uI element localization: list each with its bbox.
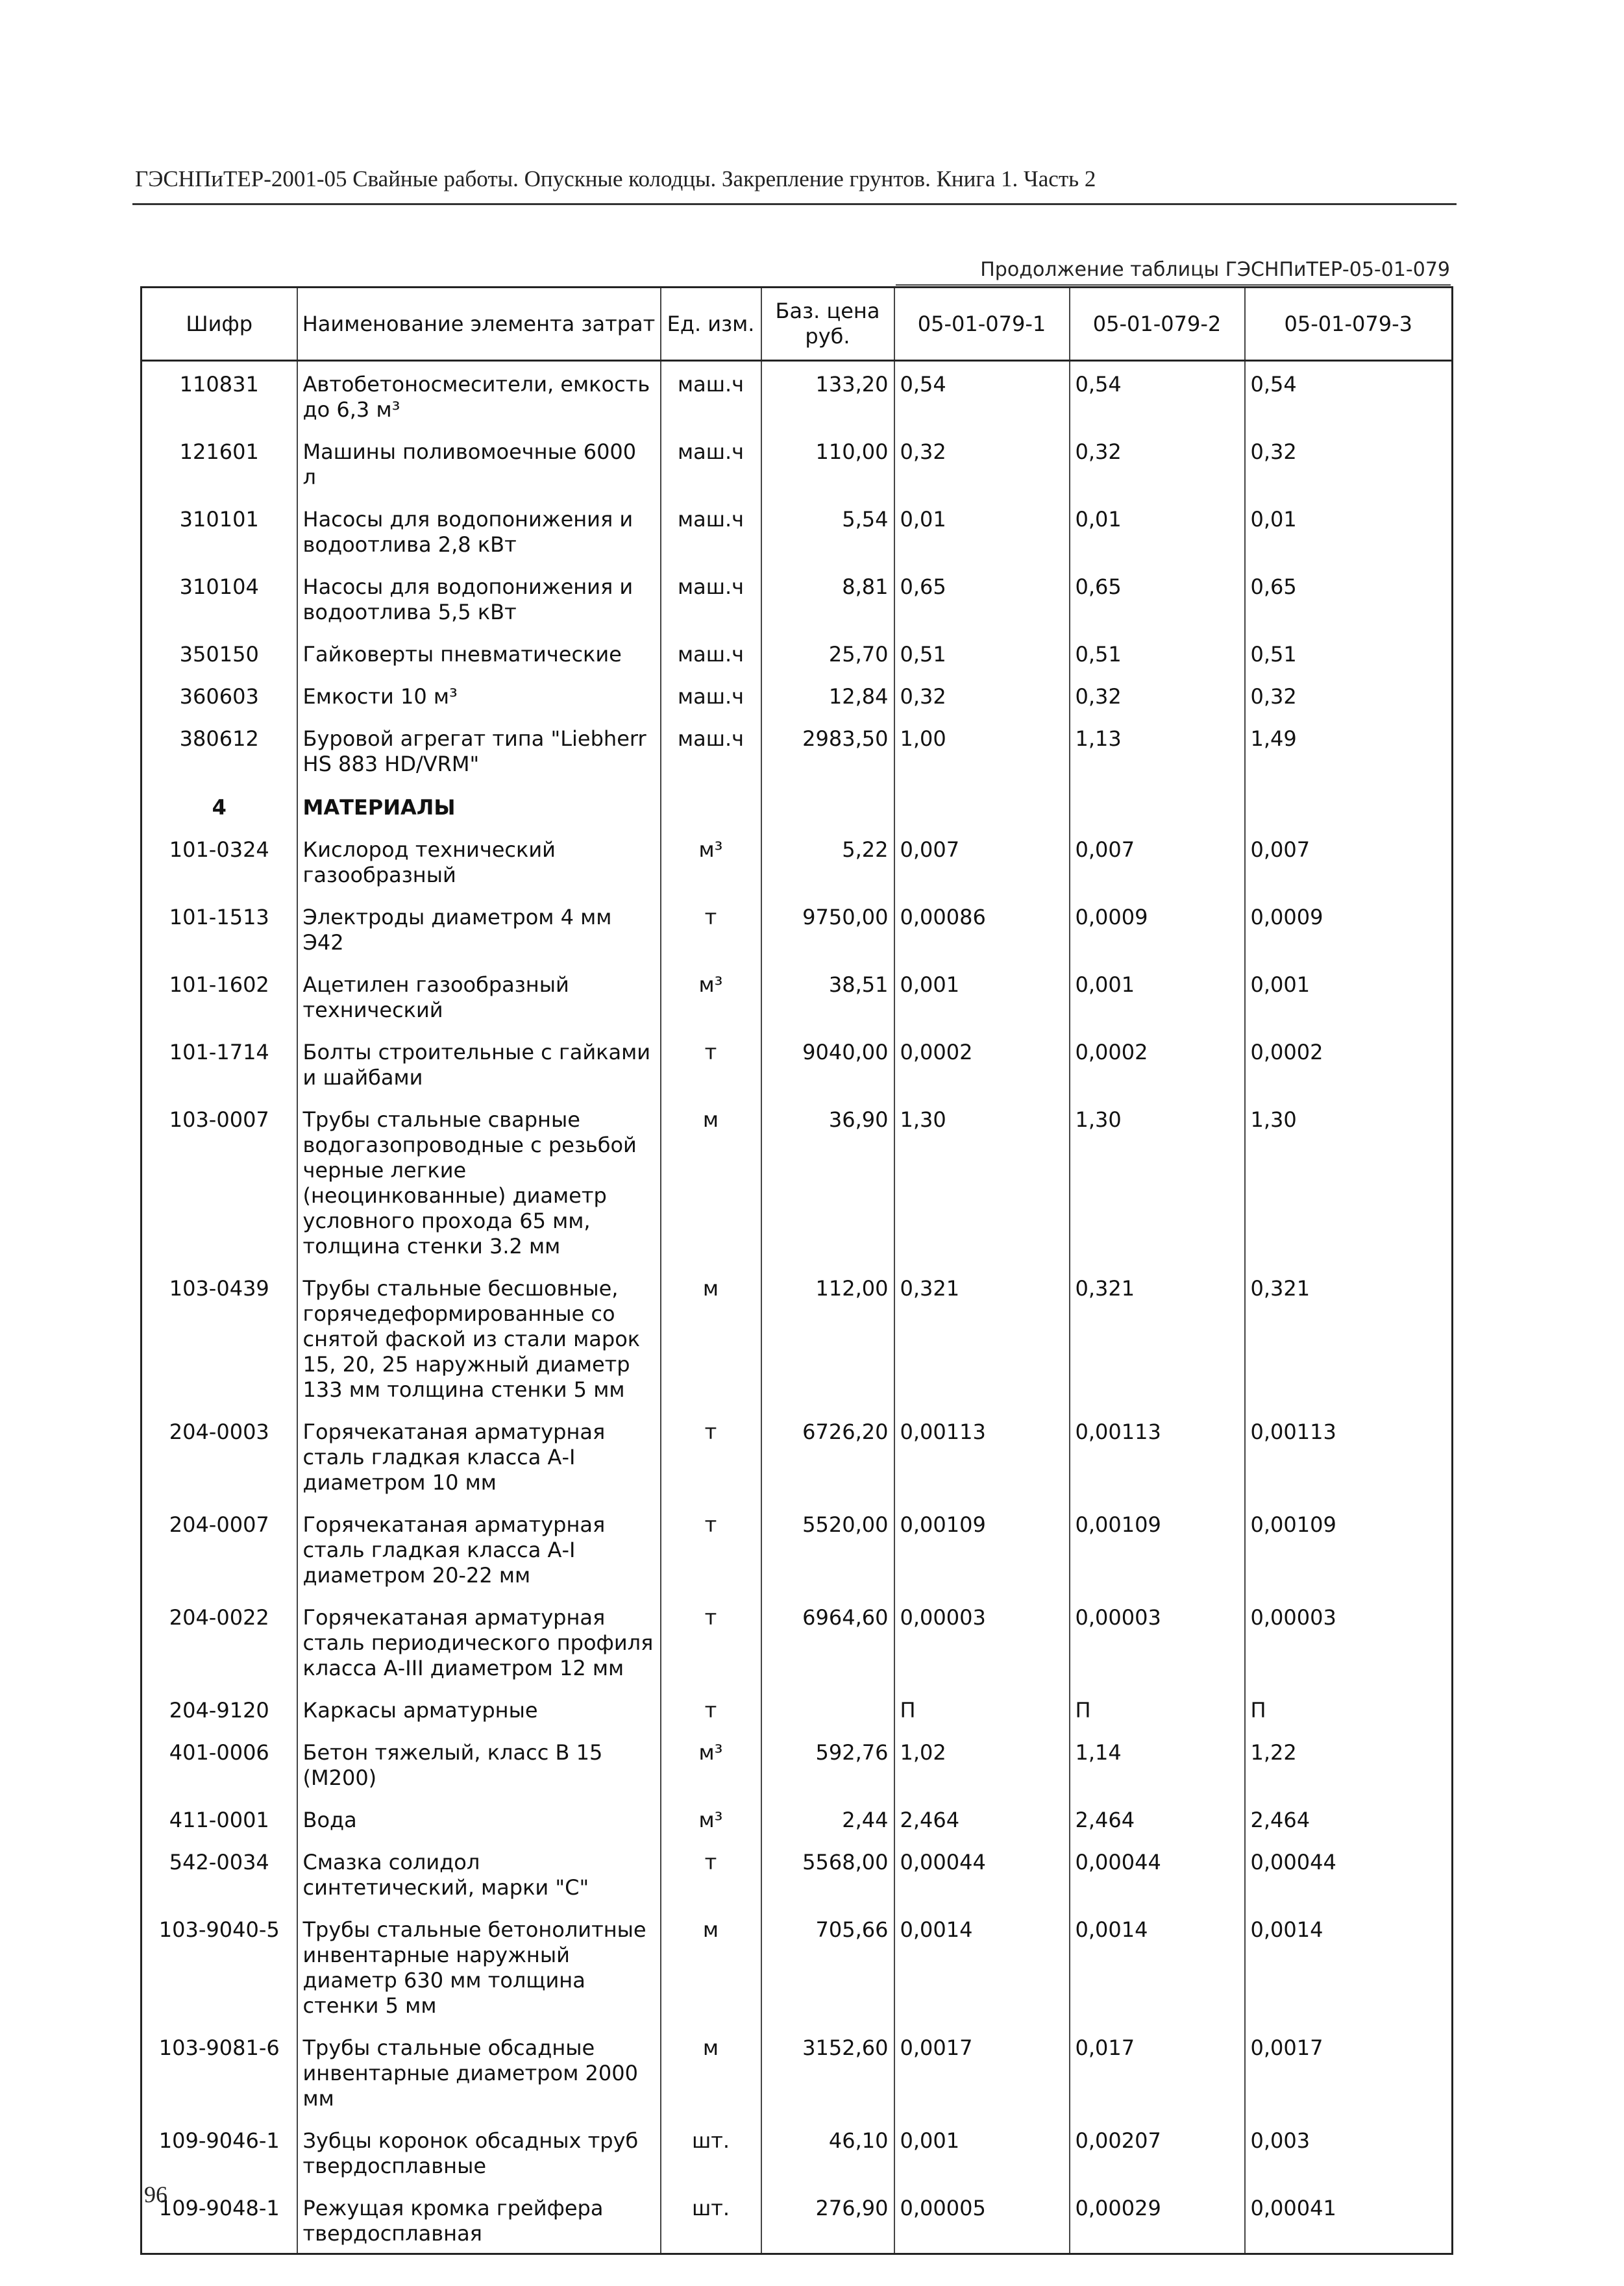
section-row [141,783,1453,827]
cell-norm-3: 0,32 [1245,429,1453,497]
cell-unit: маш.ч [661,361,761,430]
table-row [141,1595,1453,1688]
cell-norm-2: 0,00044 [1070,1839,1245,1907]
cell-unit: т [661,894,761,962]
table-row [141,564,1453,632]
cell-price: 3152,60 [761,2025,894,2118]
cell-norm-2: 0,00207 [1070,2118,1245,2185]
cell-price: 705,66 [761,1907,894,2025]
cell-code: 310101 [141,497,297,564]
cell-price: 5568,00 [761,1839,894,1907]
cell-norm-1: 0,00044 [894,1839,1070,1907]
cell-code: 101-1513 [141,894,297,962]
cell-norm-1: 0,007 [894,827,1070,894]
cell-unit: т [661,1502,761,1595]
cell-price: 8,81 [761,564,894,632]
cell-code: 103-9081-6 [141,2025,297,2118]
cell-price: 12,84 [761,674,894,716]
cell-norm-3: П [1245,1688,1453,1730]
caption-underline [896,284,1451,286]
cell-unit: м [661,1266,761,1409]
cell-norm-2: 1,30 [1070,1097,1245,1266]
page-number: 96 [144,2182,167,2207]
cell-code: 121601 [141,429,297,497]
cell-name: Трубы стальные бетонолитные инвентарные наружный диаметр 630 мм толщина стенки 5 мм [297,1907,661,2025]
cell-name: Горячекатаная арматурная сталь гладкая класса А-I диаметром 10 мм [297,1409,661,1502]
col-header-name: Наименование элемента затрат [297,288,661,361]
cell-norm-2: 0,51 [1070,632,1245,674]
cell-code: 310104 [141,564,297,632]
cell-name: Зубцы коронок обсадных труб твердосплавные [297,2118,661,2185]
cell-price: 36,90 [761,1097,894,1266]
table-header-row [141,288,1453,361]
col-header-unit: Ед. изм. [661,288,761,361]
cell-name: Режущая кромка грейфера твердосплавная [297,2185,661,2254]
table-row [141,716,1453,783]
cell-price: 5520,00 [761,1502,894,1595]
cell-norm-2: 0,001 [1070,962,1245,1029]
cell-norm-1: 0,00113 [894,1409,1070,1502]
table-row [141,1409,1453,1502]
cell-norm-3: 0,003 [1245,2118,1453,2185]
cell-unit: маш.ч [661,716,761,783]
cell-norm-2: 0,00113 [1070,1409,1245,1502]
cell-code: 109-9048-1 [141,2185,297,2254]
cell-price: 592,76 [761,1730,894,1797]
table-row [141,1266,1453,1409]
cell-name: Каркасы арматурные [297,1688,661,1730]
cell-norm-1: 0,00005 [894,2185,1070,2254]
cell-norm-1: 0,00109 [894,1502,1070,1595]
cell-unit: м [661,1907,761,2025]
cell-price: 2983,50 [761,716,894,783]
cell-norm-3: 0,00113 [1245,1409,1453,1502]
cell-norm-1: 0,321 [894,1266,1070,1409]
cell-code: 204-9120 [141,1688,297,1730]
col-header-norm-3: 05-01-079-3 [1245,288,1453,361]
cell-norm-1: 0,0002 [894,1029,1070,1097]
cell-price: 25,70 [761,632,894,674]
cell-price: 112,00 [761,1266,894,1409]
table-row [141,1688,1453,1730]
cell-norm-1: 0,65 [894,564,1070,632]
cell-unit: маш.ч [661,497,761,564]
cell-price: 6964,60 [761,1595,894,1688]
cell-norm-1: 1,02 [894,1730,1070,1797]
table-row [141,1502,1453,1595]
cell-norm-3: 0,0014 [1245,1907,1453,2025]
cell-unit: м³ [661,962,761,1029]
cell-norm-3: 0,0002 [1245,1029,1453,1097]
cell-norm-3: 0,00041 [1245,2185,1453,2254]
cell-norm-1: 0,32 [894,429,1070,497]
cell-norm-2: 0,65 [1070,564,1245,632]
table-row [141,2025,1453,2118]
table-row [141,1907,1453,2025]
col-header-norm-2: 05-01-079-2 [1070,288,1245,361]
cell-price: 5,22 [761,827,894,894]
cell-name: Смазка солидол синтетический, марки "С" [297,1839,661,1907]
table-row [141,1730,1453,1797]
cell-norm-3 [1245,783,1453,827]
cell-unit: м³ [661,1730,761,1797]
cell-unit: м³ [661,827,761,894]
cell-name: Насосы для водопонижения и водоотлива 5,5 кВт [297,564,661,632]
cell-norm-3: 1,22 [1245,1730,1453,1797]
cell-norm-3: 0,00109 [1245,1502,1453,1595]
cell-name: Горячекатаная арматурная сталь гладкая класса А-I диаметром 20-22 мм [297,1502,661,1595]
cell-name: Трубы стальные обсадные инвентарные диаметром 2000 мм [297,2025,661,2118]
cell-name: Насосы для водопонижения и водоотлива 2,8 кВт [297,497,661,564]
table-row [141,2185,1453,2254]
table-body [141,361,1453,2254]
cell-code: 101-1714 [141,1029,297,1097]
cell-norm-1: 0,01 [894,497,1070,564]
cell-code: 103-0007 [141,1097,297,1266]
cell-name: Горячекатаная арматурная сталь периодического профиля класса А-III диаметром 12 мм [297,1595,661,1688]
cell-price: 9040,00 [761,1029,894,1097]
cell-price: 9750,00 [761,894,894,962]
cell-name: Трубы стальные сварные водогазопроводные с резьбой черные легкие (неоцинкованные) диаметр условного прохода 65 мм, толщина стенки 3.2 мм [297,1097,661,1266]
cell-name: Емкости 10 м³ [297,674,661,716]
cell-code: 411-0001 [141,1797,297,1839]
cell-unit [661,783,761,827]
cell-price: 6726,20 [761,1409,894,1502]
cell-norm-1: 0,001 [894,962,1070,1029]
cell-norm-1: 1,30 [894,1097,1070,1266]
cell-norm-2: 0,0002 [1070,1029,1245,1097]
cell-unit: т [661,1409,761,1502]
cell-price: 5,54 [761,497,894,564]
cell-norm-1: 0,001 [894,2118,1070,2185]
cell-norm-3: 0,00003 [1245,1595,1453,1688]
cell-norm-3: 0,321 [1245,1266,1453,1409]
cell-code: 360603 [141,674,297,716]
cell-name: Буровой агрегат типа "Liebherr HS 883 HD/VRM" [297,716,661,783]
table-row [141,827,1453,894]
table-continuation-caption: Продолжение таблицы ГЭСНПиТЕР-05-01-079 [980,258,1450,281]
col-header-norm-1: 05-01-079-1 [894,288,1070,361]
cell-norm-1: 0,0014 [894,1907,1070,2025]
cell-price: 38,51 [761,962,894,1029]
table-row [141,1029,1453,1097]
col-header-price: Баз. цена руб. [761,288,894,361]
cell-code: 542-0034 [141,1839,297,1907]
cell-norm-2: 0,007 [1070,827,1245,894]
cell-norm-3: 0,54 [1245,361,1453,430]
table-row [141,674,1453,716]
table-row [141,1097,1453,1266]
cell-norm-3: 0,65 [1245,564,1453,632]
cell-name: Вода [297,1797,661,1839]
cell-code: 109-9046-1 [141,2118,297,2185]
cell-norm-2 [1070,783,1245,827]
cell-code: 103-9040-5 [141,1907,297,2025]
cell-norm-1: 0,54 [894,361,1070,430]
cell-norm-1 [894,783,1070,827]
cell-price: 2,44 [761,1797,894,1839]
header-rule [132,203,1457,205]
cell-norm-2: 0,00109 [1070,1502,1245,1595]
table-row [141,962,1453,1029]
cell-norm-2: 0,32 [1070,429,1245,497]
cell-norm-1: 2,464 [894,1797,1070,1839]
cell-norm-3: 0,007 [1245,827,1453,894]
cell-price: 110,00 [761,429,894,497]
cell-norm-1: 0,32 [894,674,1070,716]
cell-norm-3: 1,30 [1245,1097,1453,1266]
table-row [141,632,1453,674]
cell-code: 101-1602 [141,962,297,1029]
cell-code: 4 [141,783,297,827]
cell-norm-2: 0,00003 [1070,1595,1245,1688]
cell-code: 101-0324 [141,827,297,894]
cell-price [761,1688,894,1730]
table-row [141,2118,1453,2185]
cell-norm-3: 0,001 [1245,962,1453,1029]
cell-unit: шт. [661,2185,761,2254]
cell-code: 350150 [141,632,297,674]
cell-unit: т [661,1029,761,1097]
cell-name: МАТЕРИАЛЫ [297,783,661,827]
cell-unit: т [661,1688,761,1730]
cell-unit: м [661,1097,761,1266]
cell-unit: шт. [661,2118,761,2185]
cell-norm-3: 1,49 [1245,716,1453,783]
cell-norm-1: 0,00086 [894,894,1070,962]
cell-norm-2: П [1070,1688,1245,1730]
cell-name: Автобетоносмесители, емкость до 6,3 м³ [297,361,661,430]
cell-unit: т [661,1595,761,1688]
cell-name: Ацетилен газообразный технический [297,962,661,1029]
cell-norm-3: 0,32 [1245,674,1453,716]
cell-norm-3: 0,01 [1245,497,1453,564]
cell-norm-3: 0,51 [1245,632,1453,674]
cell-norm-2: 0,32 [1070,674,1245,716]
cell-norm-1: 0,0017 [894,2025,1070,2118]
cell-unit: маш.ч [661,564,761,632]
table-row [141,361,1453,430]
cell-norm-2: 0,01 [1070,497,1245,564]
cell-norm-1: 0,00003 [894,1595,1070,1688]
cell-norm-2: 0,321 [1070,1266,1245,1409]
cell-unit: маш.ч [661,632,761,674]
cell-code: 401-0006 [141,1730,297,1797]
cell-unit: м [661,2025,761,2118]
cell-norm-2: 1,13 [1070,716,1245,783]
cell-norm-3: 0,00044 [1245,1839,1453,1907]
cell-norm-3: 0,0017 [1245,2025,1453,2118]
cell-code: 110831 [141,361,297,430]
table-row [141,1797,1453,1839]
cell-code: 103-0439 [141,1266,297,1409]
cell-code: 380612 [141,716,297,783]
cell-norm-2: 0,0009 [1070,894,1245,962]
cell-name: Электроды диаметром 4 мм Э42 [297,894,661,962]
cell-unit: маш.ч [661,674,761,716]
cell-norm-3: 0,0009 [1245,894,1453,962]
cell-norm-1: П [894,1688,1070,1730]
cell-norm-2: 0,54 [1070,361,1245,430]
cell-unit: м³ [661,1797,761,1839]
cell-price: 133,20 [761,361,894,430]
cell-name: Болты строительные с гайками и шайбами [297,1029,661,1097]
cell-price: 276,90 [761,2185,894,2254]
cell-code: 204-0003 [141,1409,297,1502]
col-header-code: Шифр [141,288,297,361]
cell-name: Бетон тяжелый, класс В 15 (М200) [297,1730,661,1797]
table-row [141,497,1453,564]
cell-unit: т [661,1839,761,1907]
cell-norm-2: 0,0014 [1070,1907,1245,2025]
cell-code: 204-0022 [141,1595,297,1688]
cell-norm-3: 2,464 [1245,1797,1453,1839]
cell-norm-2: 2,464 [1070,1797,1245,1839]
resource-table [140,286,1453,2255]
cell-norm-1: 0,51 [894,632,1070,674]
cell-name: Гайковерты пневматические [297,632,661,674]
cell-code: 204-0007 [141,1502,297,1595]
cell-name: Машины поливомоечные 6000 л [297,429,661,497]
cell-norm-2: 1,14 [1070,1730,1245,1797]
table-row [141,429,1453,497]
cell-norm-1: 1,00 [894,716,1070,783]
table-row [141,894,1453,962]
running-header: ГЭСНПиТЕР-2001-05 Свайные работы. Опускные колодцы. Закрепление грунтов. Книга 1. Часть 2 [135,166,1096,191]
cell-name: Трубы стальные бесшовные, горячедеформированные со снятой фаской из стали марок 15, 20, 25 наружный диаметр 133 мм толщина стенки 5 мм [297,1266,661,1409]
cell-norm-2: 0,017 [1070,2025,1245,2118]
cell-name: Кислород технический газообразный [297,827,661,894]
cell-price: 46,10 [761,2118,894,2185]
table-row [141,1839,1453,1907]
cell-norm-2: 0,00029 [1070,2185,1245,2254]
cell-unit: маш.ч [661,429,761,497]
cell-price [761,783,894,827]
